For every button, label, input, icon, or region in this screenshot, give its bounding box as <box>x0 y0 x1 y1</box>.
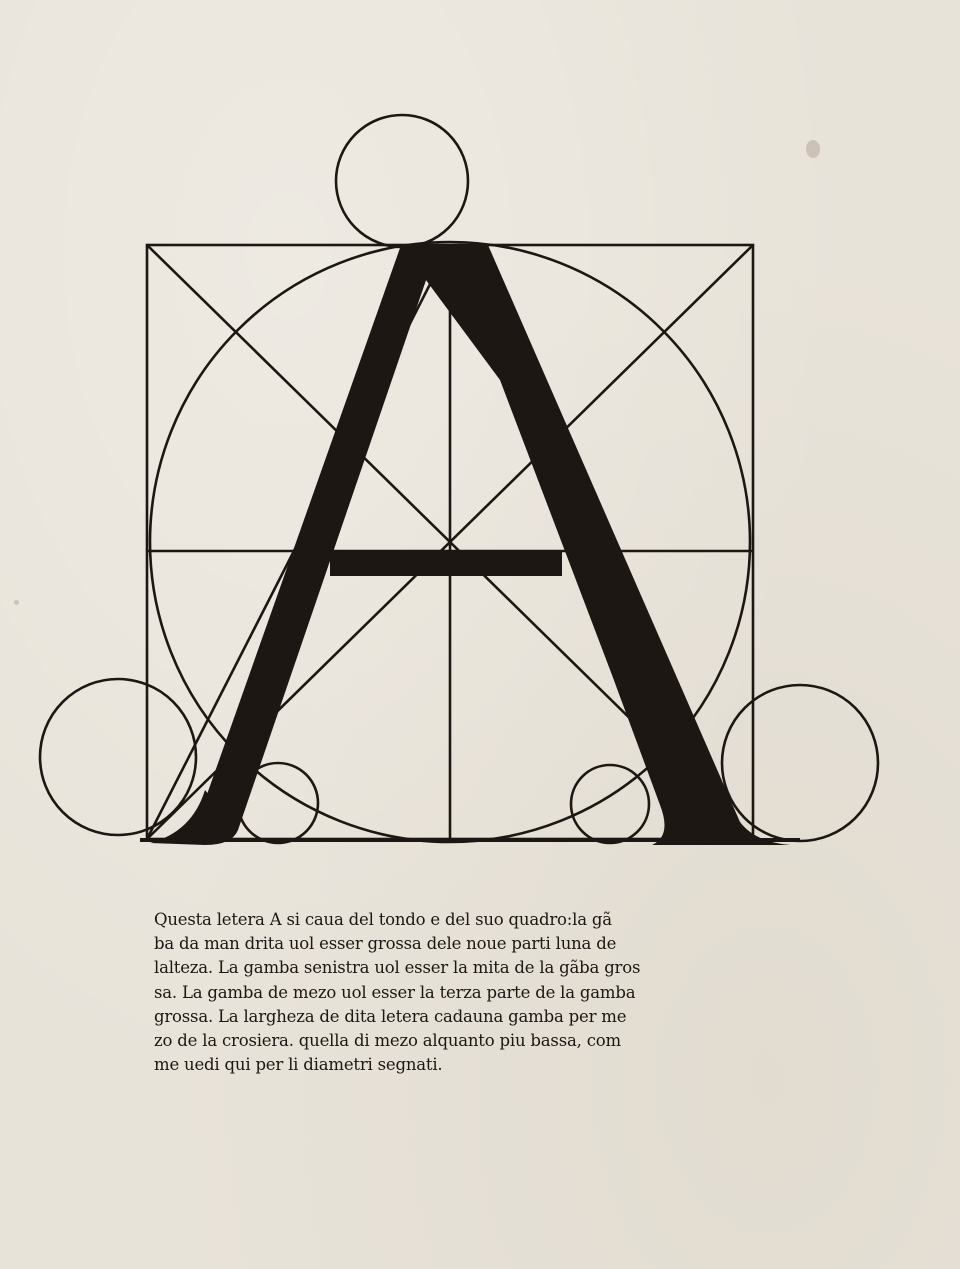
letter-a-crossbar <box>330 550 562 576</box>
serif-circle-right-inner <box>571 765 649 843</box>
letter-a-right-leg <box>400 245 790 845</box>
text-line: Questa letera A si caua del tondo e del suo quadro:la gã <box>154 910 612 929</box>
text-line: grossa. La largheza de dita letera cadauna gamba per me <box>154 1006 627 1026</box>
letter-a-left-leg <box>162 248 437 843</box>
description-paragraph <box>154 908 754 1077</box>
construction-lines <box>40 115 878 843</box>
text-line: lalteza. La gamba senistra uol esser la mita de la gãba gros <box>154 958 641 978</box>
letter-a-glyph <box>150 245 790 845</box>
serif-circle-left-outer <box>40 679 196 835</box>
top-circle <box>336 115 468 247</box>
text-line: me uedi qui per li diametri segnati. <box>154 1055 443 1075</box>
serif-circle-right-outer <box>722 685 878 841</box>
text-line: ba da man drita uol esser grossa dele noue parti luna de <box>154 934 617 954</box>
text-line: sa. La gamba de mezo uol esser la terza parte de la gamba <box>154 982 636 1002</box>
text-line: zo de la crosiera. quella di mezo alquanto piu bassa, com <box>154 1031 621 1051</box>
